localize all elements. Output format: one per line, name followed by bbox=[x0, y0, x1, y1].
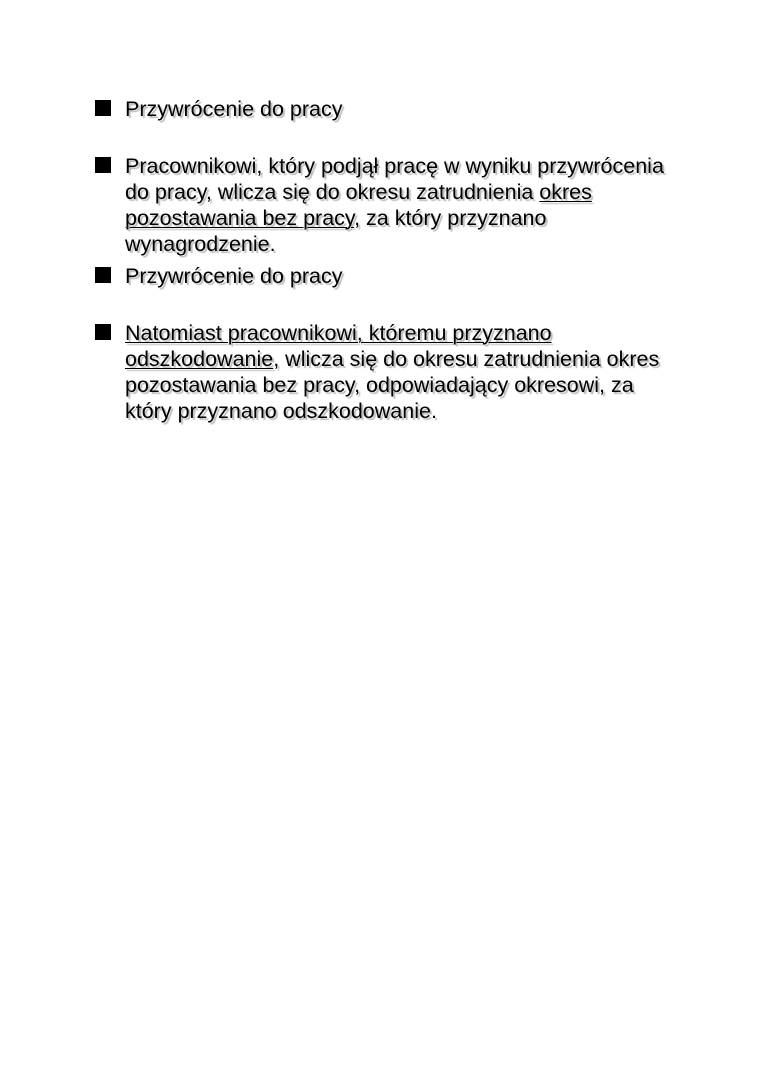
square-bullet-icon bbox=[95, 267, 111, 283]
square-bullet-icon bbox=[95, 324, 111, 340]
bullet-text-3 bbox=[125, 263, 685, 289]
bullet-text-1 bbox=[125, 96, 685, 122]
bullet-2-underlined-phrase: okres pozostawania bez pracy bbox=[125, 180, 592, 230]
bullet-text-4 bbox=[125, 320, 685, 424]
bullet-text-2 bbox=[125, 153, 685, 257]
bullet-1-part-1: Przywrócenie do pracy bbox=[125, 97, 343, 121]
square-bullet-icon bbox=[95, 157, 111, 173]
bullet-3-part-1: Przywrócenie do pracy bbox=[125, 264, 343, 288]
bullet-4-part-2: , wlicza się do okresu zatrudnienia okres pozostawania bez pracy, odpowiadający okresowi, za który przyznano odszkodowanie. bbox=[125, 347, 660, 423]
bullet-2-part-1: Pracownikowi, który podjął pracę w wyniku przywrócenia do pracy, wlicza się do okresu zatrudnienia bbox=[125, 154, 664, 204]
square-bullet-icon bbox=[95, 100, 111, 116]
bullet-2-part-3: , za który przyznano wynagrodzenie. bbox=[125, 206, 547, 256]
bullet-4-underlined-phrase: Natomiast pracownikowi, któremu przyznano odszkodowanie bbox=[125, 321, 552, 371]
